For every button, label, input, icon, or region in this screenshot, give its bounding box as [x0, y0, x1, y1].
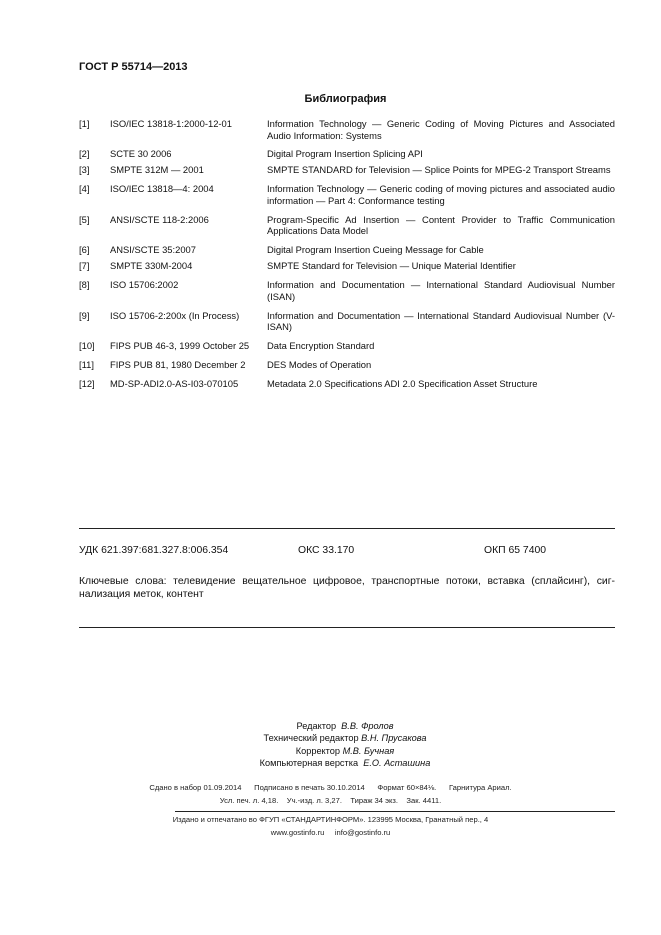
- bibliography-entry: [79, 183, 615, 206]
- entry-number: [12]: [79, 377, 95, 389]
- entry-standard: ISO 15706-2:200x (In Process): [110, 309, 240, 321]
- imprint-publisher: Издано и отпечатано во ФГУП «СТАНДАРТИНФОРМ». 123995 Москва, Гранатный пер., 4: [172, 815, 489, 824]
- entry-number: [4]: [79, 183, 90, 195]
- entry-number: [1]: [79, 118, 90, 129]
- entry-title: Information and Documentation — International Standard Audiovisual Number (V-ISAN): [267, 309, 615, 333]
- bottom-divider: [79, 627, 615, 628]
- entry-number: [10]: [79, 339, 95, 351]
- entry-title: Program-Specific Ad Insertion — Content Provider to Traffic Communication Applications Data Model: [267, 213, 615, 237]
- entry-title: Information Technology — Generic Coding of Moving Pictures and Associated Audio Information: Systems: [267, 118, 615, 141]
- staff-name: Е.О. Асташина: [363, 758, 431, 769]
- bibliography-entry: [79, 214, 615, 237]
- entry-number: [6]: [79, 244, 90, 256]
- bibliography-list: [79, 118, 615, 397]
- entry-standard: ISO/IEC 13818-1:2000-12-01: [110, 118, 232, 129]
- staff-role: Компьютерная верстка: [259, 758, 359, 769]
- bibliography-entry: [79, 279, 615, 302]
- staff-role: Редактор: [296, 721, 337, 731]
- entry-standard: FIPS PUB 81, 1980 December 2: [110, 358, 246, 370]
- entry-number: [5]: [79, 213, 90, 225]
- imprint-contacts: www.gostinfo.ru info@gostinfo.ru: [270, 828, 391, 837]
- staff-line: [200, 757, 490, 769]
- staff-role: Корректор: [295, 745, 341, 756]
- entry-title: SMPTE STANDARD for Television — Splice Points for MPEG-2 Transport Streams: [267, 164, 611, 176]
- entry-title: Information Technology — Generic coding of moving pictures and associated audio information — Part 4: Conformance testing: [267, 183, 615, 206]
- bibliography-entry: [79, 164, 615, 176]
- staff-role: Технический редактор: [263, 733, 359, 744]
- entry-title: SMPTE Standard for Television — Unique Material Identifier: [267, 260, 516, 272]
- entry-number: [9]: [79, 309, 90, 321]
- okp-code: ОКП 65 7400: [484, 545, 547, 556]
- staff-line: [200, 720, 490, 732]
- entry-standard: ISO 15706:2002: [110, 279, 179, 291]
- entry-title: Information and Documentation — International Standard Audiovisual Number (ISAN): [267, 279, 615, 302]
- imprint-print-details: Сдано в набор 01.09.2014 Подписано в печать 30.10.2014 Формат 60×84⅛. Гарнитура Ариал.: [149, 783, 512, 792]
- bibliography-title: Библиография: [304, 93, 387, 105]
- entry-title: Metadata 2.0 Specifications ADI 2.0 Specification Asset Structure: [267, 377, 538, 389]
- entry-standard: ISO/IEC 13818—4: 2004: [110, 183, 214, 195]
- entry-standard: SMPTE 312M — 2001: [110, 164, 204, 176]
- entry-number: [7]: [79, 260, 90, 272]
- bibliography-entry: [79, 378, 615, 390]
- bibliography-entry: [79, 310, 615, 333]
- entry-number: [2]: [79, 148, 90, 160]
- staff-line: [200, 732, 490, 744]
- entry-number: [8]: [79, 279, 90, 291]
- bibliography-entry: [79, 148, 615, 160]
- entry-standard: SMPTE 330M-2004: [110, 260, 193, 272]
- top-divider: [79, 528, 615, 529]
- document-code: ГОСТ Р 55714—2013: [79, 61, 188, 73]
- oks-code: ОКС 33.170: [298, 545, 355, 556]
- entry-standard: MD-SP-ADI2.0-AS-I03-070105: [110, 377, 239, 389]
- entry-standard: ANSI/SCTE 118-2:2006: [110, 213, 209, 225]
- staff-name: М.В. Бучная: [342, 745, 395, 756]
- bibliography-entry: [79, 244, 615, 256]
- entry-number: [3]: [79, 164, 90, 176]
- entry-title: Digital Program Insertion Cueing Message for Cable: [267, 244, 484, 256]
- staff-credits: [200, 720, 490, 770]
- imprint-divider: [175, 811, 615, 812]
- entry-number: [11]: [79, 358, 94, 370]
- entry-standard: ANSI/SCTE 35:2007: [110, 244, 196, 256]
- bibliography-entry: [79, 260, 615, 272]
- entry-title: Data Encryption Standard: [267, 339, 375, 351]
- udk-code: УДК 621.397:681.327.8:006.354: [79, 545, 229, 556]
- entry-title: Digital Program Insertion Splicing API: [267, 148, 423, 160]
- imprint-volume-details: Усл. печ. л. 4,18. Уч.-изд. л. 3,27. Тираж 34 экз. Зак. 4411.: [219, 796, 442, 805]
- keywords: Ключевые слова: телевидение вещательное цифровое, транспортные потоки, вставка (сплайсинг), сиг-нализация меток, контент: [79, 576, 615, 600]
- entry-standard: SCTE 30 2006: [110, 148, 172, 160]
- staff-name: В.Н. Прусакова: [361, 733, 427, 744]
- entry-standard: FIPS PUB 46-3, 1999 October 25: [110, 339, 250, 351]
- staff-name: В.В. Фролов: [341, 721, 394, 731]
- entry-title: DES Modes of Operation: [267, 358, 372, 370]
- bibliography-entry: [79, 118, 615, 141]
- bibliography-entry: [79, 340, 615, 352]
- bibliography-entry: [79, 359, 615, 371]
- staff-line: [200, 745, 490, 757]
